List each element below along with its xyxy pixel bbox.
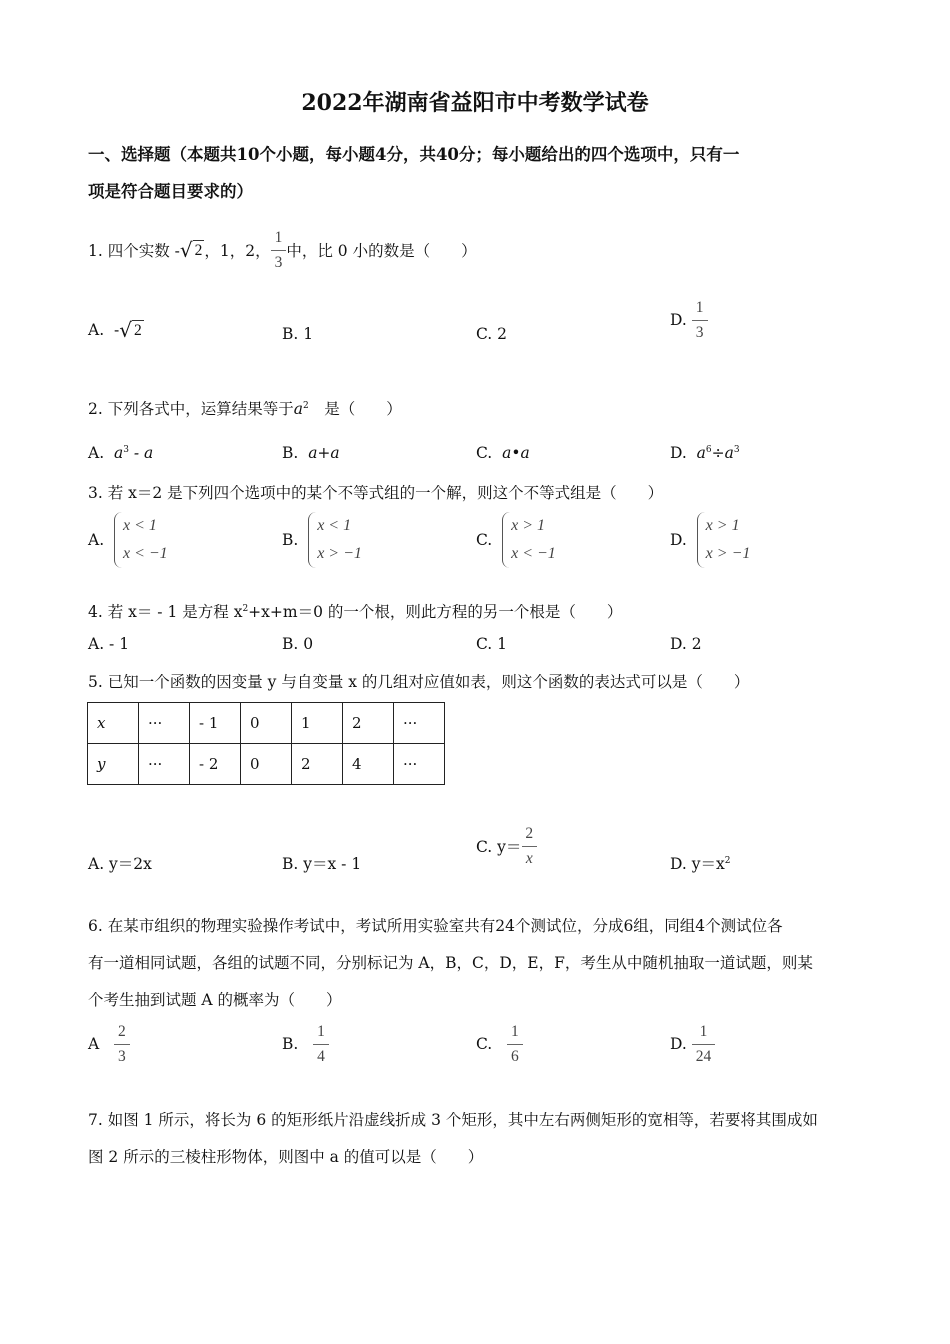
- section-heading-line2: 项是符合题目要求的）: [88, 182, 253, 201]
- q6-c-den: 6: [507, 1044, 523, 1065]
- q6-d-den: 24: [692, 1044, 716, 1065]
- q2-d-e2: 3: [733, 445, 740, 455]
- table-cell: ···: [139, 744, 190, 785]
- section-heading-line1: 一、选择题（本题共10个小题，每小题4分，共40分；每小题给出的四个选项中，只有一: [88, 145, 740, 164]
- q3-c-system: [502, 512, 556, 568]
- table-cell: - 1: [190, 703, 241, 744]
- q3-d-system: [697, 512, 751, 568]
- q2-a-label: A.: [88, 444, 105, 462]
- question-2-stem: [88, 397, 402, 419]
- q1-middle: ，1，2，: [204, 242, 271, 260]
- q6-a-label: A: [88, 1035, 100, 1053]
- q6-option-c: [476, 1024, 523, 1064]
- q3-a-label: A.: [88, 531, 105, 549]
- q2-d-b1: a: [696, 444, 706, 462]
- table-cell: ···: [394, 703, 445, 744]
- q1-option-a: [88, 320, 144, 340]
- q3-option-c: [476, 512, 556, 568]
- table-cell: 1: [292, 703, 343, 744]
- q6-b-fraction: [313, 1024, 329, 1064]
- q2-b-label: B.: [282, 444, 299, 462]
- q2-c-label: C.: [476, 444, 493, 462]
- sqrt-symbol: √ 2: [119, 318, 142, 342]
- q1-option-c: C. 2: [476, 325, 508, 343]
- q5-c-label: C. y＝: [476, 838, 522, 856]
- q2-option-d: [670, 444, 740, 462]
- q1-option-b: B. 1: [282, 325, 314, 343]
- table-cell: - 2: [190, 744, 241, 785]
- sqrt-symbol: √ 2: [179, 238, 203, 262]
- q4-option-d: D. 2: [670, 635, 702, 653]
- q3-b-label: B.: [282, 531, 299, 549]
- table-cell: 2: [343, 703, 394, 744]
- question-7-line1: 7. 如图 1 所示，将长为 6 的矩形纸片沿虚线折成 3 个矩形，其中左右两侧矩形的宽相等，若要将其围成如: [88, 1111, 818, 1129]
- q2-d-mid: ÷: [711, 444, 725, 462]
- q6-option-b: [282, 1024, 329, 1064]
- q1-d-label: D.: [670, 311, 687, 329]
- q1-a-label: A.: [88, 321, 105, 339]
- q1-option-d: [670, 300, 708, 340]
- q3-a-line1: x < 1: [122, 517, 157, 534]
- q5-option-c: [476, 826, 537, 866]
- table-cell: 0: [241, 744, 292, 785]
- table-cell: 2: [292, 744, 343, 785]
- q1-a-radicand: 2: [133, 322, 142, 339]
- q1-suffix: 中，比 0 小的数是（ ）: [286, 242, 477, 260]
- q6-d-label: D.: [670, 1035, 687, 1053]
- q4-option-b: B. 0: [282, 635, 314, 653]
- q5-c-num: 2: [525, 825, 534, 842]
- question-6-line3: 个考生抽到试题 A 的概率为（ ）: [88, 991, 342, 1009]
- q1-frac-num: 1: [274, 229, 283, 246]
- q1-fraction: [271, 230, 287, 270]
- q3-b-line1: x < 1: [317, 517, 352, 534]
- q4-stem-exp: 2: [242, 604, 249, 614]
- q6-option-a: [88, 1024, 130, 1064]
- q3-c-line2: x < −1: [511, 545, 556, 562]
- table-row: [88, 703, 445, 744]
- q6-d-num: 1: [699, 1023, 708, 1040]
- q1-radicand: 2: [194, 242, 203, 259]
- q4-stem-pre: 4. 若 x＝ - 1 是方程 x: [88, 603, 243, 621]
- q1-a-pre: -: [113, 321, 120, 339]
- q2-a-base: a: [113, 444, 124, 462]
- table-cell: 0: [241, 703, 292, 744]
- q2-stem-pre: 2. 下列各式中，运算结果等于: [88, 400, 294, 418]
- question-7-line2: 图 2 所示的三棱柱形物体，则图中 a 的值可以是（ ）: [88, 1148, 484, 1166]
- table-cell: ···: [139, 703, 190, 744]
- q6-d-fraction: [692, 1024, 716, 1064]
- q5-c-fraction: [521, 826, 537, 866]
- q5-option-d: [670, 852, 730, 874]
- q2-option-a: [88, 444, 153, 462]
- q6-c-num: 1: [511, 1023, 519, 1040]
- q3-c-line1: x > 1: [511, 517, 545, 534]
- q2-option-c: [476, 444, 530, 462]
- q2-a-exp: 3: [123, 445, 129, 455]
- q6-a-den: 3: [114, 1044, 130, 1065]
- q2-d-label: D.: [670, 444, 687, 462]
- q4-option-a: A. - 1: [88, 635, 130, 653]
- q5-c-den: x: [522, 846, 537, 867]
- q1-d-num: 1: [695, 299, 704, 316]
- q5-d-exp: 2: [724, 856, 731, 866]
- q3-c-label: C.: [476, 531, 493, 549]
- q2-stem-post: 是（ ）: [308, 400, 402, 418]
- q2-c-expr: a•a: [502, 444, 530, 462]
- q3-option-d: [670, 512, 750, 568]
- page-title: 2022年湖南省益阳市中考数学试卷: [301, 90, 649, 116]
- q2-d-b2: a: [724, 444, 734, 462]
- q3-d-line2: x > −1: [705, 545, 751, 562]
- q6-b-label: B.: [282, 1035, 299, 1053]
- q4-stem-post: +x+m＝0 的一个根，则此方程的另一个根是（ ）: [248, 603, 623, 621]
- question-5-stem: 5. 已知一个函数的因变量 y 与自变量 x 的几组对应值如表，则这个函数的表达式可以是（ ）: [88, 673, 750, 691]
- q6-c-label: C.: [476, 1035, 493, 1053]
- q6-a-fraction: [114, 1024, 130, 1064]
- table-cell: ···: [394, 744, 445, 785]
- q3-option-a: [88, 512, 168, 568]
- q6-b-num: 1: [317, 1023, 325, 1040]
- q3-b-line2: x > −1: [317, 545, 362, 562]
- q6-a-num: 2: [117, 1023, 126, 1040]
- q3-a-system: [114, 512, 168, 568]
- q3-b-system: [308, 512, 362, 568]
- q2-b-expr: a+a: [308, 444, 340, 462]
- q2-a-post: - a: [128, 444, 154, 462]
- q2-stem-var: a: [293, 400, 303, 418]
- table-cell: y: [88, 744, 139, 785]
- q3-d-line1: x > 1: [705, 517, 740, 534]
- question-6-line1: 6. 在某市组织的物理实验操作考试中，考试所用实验室共有24个测试位，分成6组，同组4个测试位各: [88, 917, 783, 935]
- q4-option-c: C. 1: [476, 635, 508, 653]
- question-3-stem: 3. 若 x＝2 是下列四个选项中的某个不等式组的一个解，则这个不等式组是（ ）: [88, 484, 664, 502]
- q1-frac-den: 3: [271, 250, 287, 271]
- q1-d-fraction: [692, 300, 708, 340]
- q3-a-line2: x < −1: [122, 545, 168, 562]
- q2-stem-exp: 2: [302, 401, 309, 411]
- q1-prefix: 1. 四个实数 -: [88, 242, 180, 260]
- q5-d-label: D. y＝x: [670, 855, 725, 873]
- value-table: [87, 702, 445, 785]
- q3-d-label: D.: [670, 531, 687, 549]
- question-1-stem: [88, 230, 477, 270]
- table-row: [88, 744, 445, 785]
- question-4-stem: [88, 600, 622, 622]
- table-cell: x: [88, 703, 139, 744]
- q5-option-b: B. y＝x - 1: [282, 855, 362, 873]
- q6-c-fraction: [507, 1024, 523, 1064]
- q1-d-den: 3: [692, 320, 708, 341]
- q2-d-e1: 6: [705, 445, 712, 455]
- q3-option-b: [282, 512, 362, 568]
- q6-b-den: 4: [313, 1044, 329, 1065]
- q2-option-b: [282, 444, 340, 462]
- q6-option-d: [670, 1024, 715, 1064]
- q5-option-a: A. y＝2x: [88, 855, 152, 873]
- question-6-line2: 有一道相同试题，各组的试题不同，分别标记为 A，B，C，D，E，F，考生从中随机抽取一道试题，则某: [88, 954, 813, 972]
- table-cell: 4: [343, 744, 394, 785]
